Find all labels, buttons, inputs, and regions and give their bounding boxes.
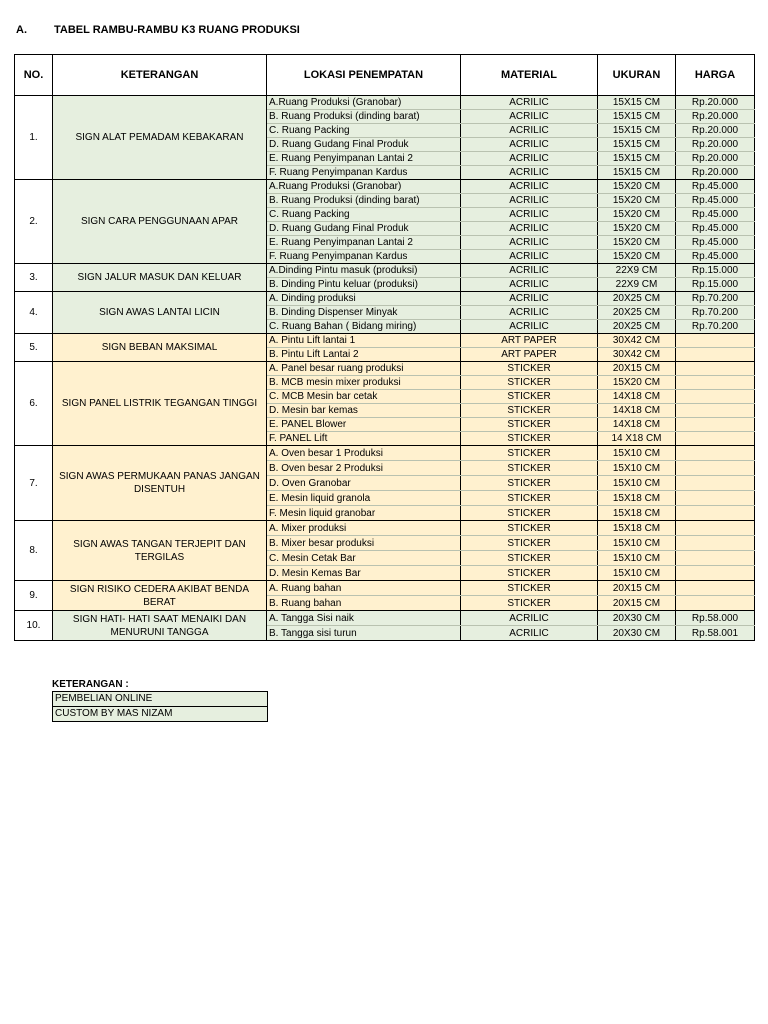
location-cell: C. Ruang Packing xyxy=(267,208,461,222)
material-cell: ACRILIC xyxy=(461,611,598,626)
size-cell: 14X18 CM xyxy=(598,404,676,418)
location-cell: D. Ruang Gudang Final Produk xyxy=(267,222,461,236)
size-cell: 15X10 CM xyxy=(598,551,676,566)
material-cell: STICKER xyxy=(461,491,598,506)
location-cell: B. Ruang bahan xyxy=(267,596,461,611)
location-cell: D. Ruang Gudang Final Produk xyxy=(267,138,461,152)
location-cell: A. Panel besar ruang produksi xyxy=(267,362,461,376)
header-keterangan: KETERANGAN xyxy=(53,55,267,96)
price-cell xyxy=(676,506,755,521)
table-row xyxy=(15,521,755,536)
table-row xyxy=(15,446,755,461)
table-row xyxy=(15,611,755,626)
location-cell: F. Ruang Penyimpanan Kardus xyxy=(267,250,461,264)
price-cell xyxy=(676,418,755,432)
size-cell: 15X10 CM xyxy=(598,461,676,476)
size-cell: 15X15 CM xyxy=(598,124,676,138)
size-cell: 22X9 CM xyxy=(598,264,676,278)
price-cell: Rp.20.000 xyxy=(676,124,755,138)
material-cell: STICKER xyxy=(461,521,598,536)
size-cell: 15X20 CM xyxy=(598,222,676,236)
size-cell: 20X25 CM xyxy=(598,306,676,320)
size-cell: 20X25 CM xyxy=(598,292,676,306)
material-cell: ACRILIC xyxy=(461,152,598,166)
location-cell: E. Ruang Penyimpanan Lantai 2 xyxy=(267,236,461,250)
size-cell: 20X15 CM xyxy=(598,362,676,376)
header-lokasi: LOKASI PENEMPATAN xyxy=(267,55,461,96)
location-cell: A.Ruang Produksi (Granobar) xyxy=(267,96,461,110)
material-cell: STICKER xyxy=(461,596,598,611)
material-cell: STICKER xyxy=(461,432,598,446)
location-cell: B. Pintu Lift Lantai 2 xyxy=(267,348,461,362)
price-cell: Rp.70.200 xyxy=(676,320,755,334)
size-cell: 15X15 CM xyxy=(598,166,676,180)
location-cell: B. Dinding Dispenser Minyak xyxy=(267,306,461,320)
section-letter: A. xyxy=(16,24,27,36)
material-cell: STICKER xyxy=(461,566,598,581)
table-row xyxy=(15,96,755,110)
location-cell: E. Ruang Penyimpanan Lantai 2 xyxy=(267,152,461,166)
material-cell: ACRILIC xyxy=(461,264,598,278)
location-cell: A. Pintu Lift lantai 1 xyxy=(267,334,461,348)
price-cell xyxy=(676,551,755,566)
table-body xyxy=(15,96,755,641)
location-cell: B. Ruang Produksi (dinding barat) xyxy=(267,110,461,124)
price-cell xyxy=(676,348,755,362)
row-number: 4. xyxy=(15,292,53,334)
location-cell: A. Tangga Sisi naik xyxy=(267,611,461,626)
location-cell: D. Oven Granobar xyxy=(267,476,461,491)
price-cell: Rp.45.000 xyxy=(676,236,755,250)
material-cell: ACRILIC xyxy=(461,110,598,124)
header-ukuran: UKURAN xyxy=(598,55,676,96)
size-cell: 20X25 CM xyxy=(598,320,676,334)
material-cell: STICKER xyxy=(461,581,598,596)
table-header-row xyxy=(15,55,755,96)
size-cell: 15X10 CM xyxy=(598,476,676,491)
price-cell: Rp.45.000 xyxy=(676,222,755,236)
location-cell: A. Mixer produksi xyxy=(267,521,461,536)
material-cell: STICKER xyxy=(461,536,598,551)
material-cell: STICKER xyxy=(461,376,598,390)
size-cell: 20X15 CM xyxy=(598,596,676,611)
size-cell: 14 X18 CM xyxy=(598,432,676,446)
notes-label: KETERANGAN : xyxy=(52,679,129,690)
size-cell: 15X10 CM xyxy=(598,446,676,461)
material-cell: STICKER xyxy=(461,390,598,404)
location-cell: A. Ruang bahan xyxy=(267,581,461,596)
price-cell xyxy=(676,446,755,461)
material-cell: ACRILIC xyxy=(461,292,598,306)
signs-table xyxy=(14,54,755,641)
notes-section xyxy=(52,678,268,722)
sign-description: SIGN CARA PENGGUNAAN APAR xyxy=(53,180,267,264)
price-cell: Rp.58.000 xyxy=(676,611,755,626)
table-row xyxy=(15,264,755,278)
size-cell: 14X18 CM xyxy=(598,418,676,432)
size-cell: 15X20 CM xyxy=(598,180,676,194)
size-cell: 15X15 CM xyxy=(598,96,676,110)
size-cell: 15X15 CM xyxy=(598,138,676,152)
location-cell: F. Ruang Penyimpanan Kardus xyxy=(267,166,461,180)
size-cell: 15X20 CM xyxy=(598,236,676,250)
price-cell: Rp.70.200 xyxy=(676,292,755,306)
price-cell xyxy=(676,390,755,404)
location-cell: B. Dinding Pintu keluar (produksi) xyxy=(267,278,461,292)
location-cell: D. Mesin bar kemas xyxy=(267,404,461,418)
header-harga: HARGA xyxy=(676,55,755,96)
price-cell: Rp.45.000 xyxy=(676,208,755,222)
size-cell: 15X15 CM xyxy=(598,110,676,124)
price-cell: Rp.58.001 xyxy=(676,626,755,641)
location-cell: C. Mesin Cetak Bar xyxy=(267,551,461,566)
location-cell: A.Ruang Produksi (Granobar) xyxy=(267,180,461,194)
row-number: 2. xyxy=(15,180,53,264)
material-cell: STICKER xyxy=(461,551,598,566)
price-cell xyxy=(676,581,755,596)
size-cell: 15X20 CM xyxy=(598,194,676,208)
sign-description: SIGN PANEL LISTRIK TEGANGAN TINGGI xyxy=(53,362,267,446)
sign-description: SIGN ALAT PEMADAM KEBAKARAN xyxy=(53,96,267,180)
material-cell: ACRILIC xyxy=(461,194,598,208)
material-cell: ACRILIC xyxy=(461,250,598,264)
location-cell: D. Mesin Kemas Bar xyxy=(267,566,461,581)
material-cell: ACRILIC xyxy=(461,236,598,250)
row-number: 7. xyxy=(15,446,53,521)
material-cell: ACRILIC xyxy=(461,222,598,236)
price-cell xyxy=(676,536,755,551)
sign-description: SIGN RISIKO CEDERA AKIBAT BENDA BERAT xyxy=(53,581,267,611)
row-number: 10. xyxy=(15,611,53,641)
material-cell: STICKER xyxy=(461,446,598,461)
location-cell: A.Dinding Pintu masuk (produksi) xyxy=(267,264,461,278)
row-number: 9. xyxy=(15,581,53,611)
material-cell: ACRILIC xyxy=(461,208,598,222)
sign-description: SIGN BEBAN MAKSIMAL xyxy=(53,334,267,362)
price-cell xyxy=(676,461,755,476)
price-cell: Rp.70.200 xyxy=(676,306,755,320)
price-cell xyxy=(676,432,755,446)
size-cell: 15X18 CM xyxy=(598,506,676,521)
price-cell: Rp.45.000 xyxy=(676,194,755,208)
size-cell: 15X18 CM xyxy=(598,521,676,536)
location-cell: B. Tangga sisi turun xyxy=(267,626,461,641)
material-cell: ACRILIC xyxy=(461,166,598,180)
notes-item-custom: CUSTOM BY MAS NIZAM xyxy=(52,706,268,722)
material-cell: ACRILIC xyxy=(461,138,598,152)
table-row xyxy=(15,362,755,376)
location-cell: B. Oven besar 2 Produksi xyxy=(267,461,461,476)
material-cell: STICKER xyxy=(461,476,598,491)
row-number: 5. xyxy=(15,334,53,362)
sign-description: SIGN HATI- HATI SAAT MENAIKI DAN MENURUNI TANGGA xyxy=(53,611,267,641)
location-cell: B. Ruang Produksi (dinding barat) xyxy=(267,194,461,208)
size-cell: 20X30 CM xyxy=(598,626,676,641)
row-number: 6. xyxy=(15,362,53,446)
material-cell: STICKER xyxy=(461,404,598,418)
location-cell: F. PANEL Lift xyxy=(267,432,461,446)
price-cell xyxy=(676,566,755,581)
size-cell: 15X18 CM xyxy=(598,491,676,506)
size-cell: 30X42 CM xyxy=(598,334,676,348)
sign-description: SIGN JALUR MASUK DAN KELUAR xyxy=(53,264,267,292)
row-number: 8. xyxy=(15,521,53,581)
price-cell xyxy=(676,476,755,491)
sign-description: SIGN AWAS PERMUKAAN PANAS JANGAN DISENTUH xyxy=(53,446,267,521)
sign-description: SIGN AWAS LANTAI LICIN xyxy=(53,292,267,334)
material-cell: ART PAPER xyxy=(461,348,598,362)
price-cell xyxy=(676,362,755,376)
price-cell xyxy=(676,596,755,611)
size-cell: 15X10 CM xyxy=(598,566,676,581)
header-material: MATERIAL xyxy=(461,55,598,96)
location-cell: B. MCB mesin mixer produksi xyxy=(267,376,461,390)
price-cell xyxy=(676,491,755,506)
location-cell: C. Ruang Bahan ( Bidang miring) xyxy=(267,320,461,334)
material-cell: STICKER xyxy=(461,362,598,376)
size-cell: 30X42 CM xyxy=(598,348,676,362)
material-cell: STICKER xyxy=(461,461,598,476)
material-cell: ACRILIC xyxy=(461,124,598,138)
material-cell: ACRILIC xyxy=(461,180,598,194)
location-cell: A. Dinding produksi xyxy=(267,292,461,306)
sign-description: SIGN AWAS TANGAN TERJEPIT DAN TERGILAS xyxy=(53,521,267,581)
row-number: 3. xyxy=(15,264,53,292)
size-cell: 15X20 CM xyxy=(598,208,676,222)
material-cell: STICKER xyxy=(461,506,598,521)
price-cell: Rp.20.000 xyxy=(676,152,755,166)
price-cell: Rp.20.000 xyxy=(676,138,755,152)
price-cell: Rp.45.000 xyxy=(676,250,755,264)
size-cell: 20X15 CM xyxy=(598,581,676,596)
size-cell: 15X20 CM xyxy=(598,376,676,390)
size-cell: 15X20 CM xyxy=(598,250,676,264)
price-cell: Rp.45.000 xyxy=(676,180,755,194)
size-cell: 14X18 CM xyxy=(598,390,676,404)
price-cell xyxy=(676,334,755,348)
material-cell: ART PAPER xyxy=(461,334,598,348)
price-cell: Rp.15.000 xyxy=(676,264,755,278)
row-number: 1. xyxy=(15,96,53,180)
location-cell: E. Mesin liquid granola xyxy=(267,491,461,506)
table-row xyxy=(15,292,755,306)
material-cell: ACRILIC xyxy=(461,320,598,334)
location-cell: B. Mixer besar produksi xyxy=(267,536,461,551)
notes-item-online: PEMBELIAN ONLINE xyxy=(52,691,268,707)
price-cell: Rp.20.000 xyxy=(676,96,755,110)
location-cell: C. MCB Mesin bar cetak xyxy=(267,390,461,404)
header-no: NO. xyxy=(15,55,53,96)
price-cell: Rp.15.000 xyxy=(676,278,755,292)
material-cell: ACRILIC xyxy=(461,96,598,110)
size-cell: 22X9 CM xyxy=(598,278,676,292)
page-title: TABEL RAMBU-RAMBU K3 RUANG PRODUKSI xyxy=(54,24,300,36)
size-cell: 15X10 CM xyxy=(598,536,676,551)
location-cell: E. PANEL Blower xyxy=(267,418,461,432)
material-cell: ACRILIC xyxy=(461,626,598,641)
table-row xyxy=(15,180,755,194)
size-cell: 20X30 CM xyxy=(598,611,676,626)
location-cell: F. Mesin liquid granobar xyxy=(267,506,461,521)
location-cell: C. Ruang Packing xyxy=(267,124,461,138)
location-cell: A. Oven besar 1 Produksi xyxy=(267,446,461,461)
price-cell: Rp.20.000 xyxy=(676,110,755,124)
price-cell xyxy=(676,521,755,536)
price-cell xyxy=(676,376,755,390)
size-cell: 15X15 CM xyxy=(598,152,676,166)
material-cell: ACRILIC xyxy=(461,306,598,320)
material-cell: STICKER xyxy=(461,418,598,432)
material-cell: ACRILIC xyxy=(461,278,598,292)
price-cell xyxy=(676,404,755,418)
table-row xyxy=(15,334,755,348)
table-row xyxy=(15,581,755,596)
price-cell: Rp.20.000 xyxy=(676,166,755,180)
